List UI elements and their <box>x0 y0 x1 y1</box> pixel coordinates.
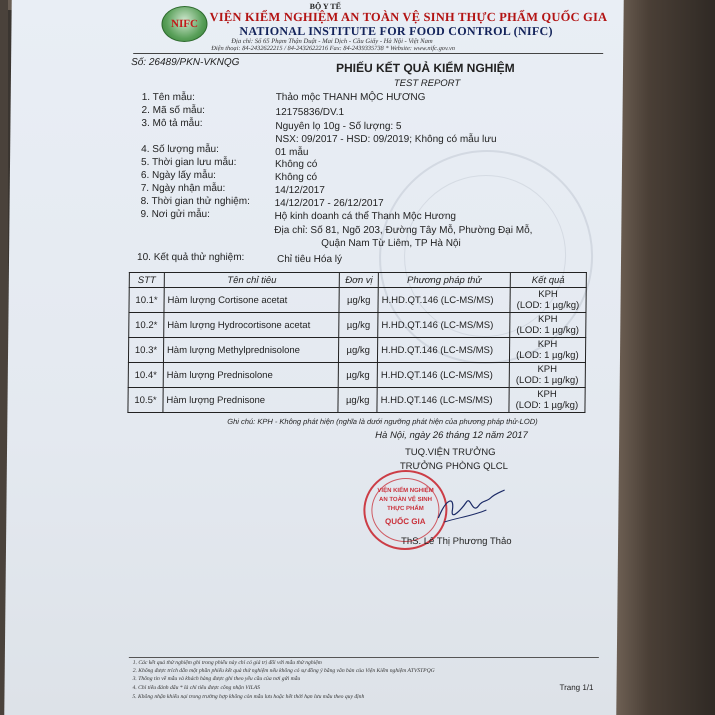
cell-result <box>509 388 585 413</box>
cell-unit: µg/kg <box>339 338 378 363</box>
ministry-name: BỘ Y TẾ <box>309 2 342 11</box>
institute-contact: Điện thoại: 84-2432622215 / 84-2432622216 Fax: 84-2439335738 * Website: www.nifc.gov.vn <box>211 45 456 52</box>
field-value: 01 mẫu <box>275 147 309 158</box>
cell-name: Hàm lượng Prednisolone <box>163 363 339 388</box>
table-row <box>129 313 586 338</box>
table-row <box>129 288 586 313</box>
cell-stt: 10.2* <box>129 313 164 338</box>
result-value: KPH <box>537 339 558 350</box>
document-subtitle: TEST REPORT <box>393 78 461 89</box>
result-lod: (LOD: 1 µg/kg) <box>516 300 580 311</box>
footnote: 2. Không được trích dẫn một phần phiếu kết quả thử nghiệm nếu không có sự đồng ý bằng văn bản của Viện Kiểm nghiệm ATVSTPQG <box>132 668 435 674</box>
cell-method: H.HD.QT.146 (LC-MS/MS) <box>378 313 510 338</box>
footnote: 5. Không nhận khiếu nại trong trường hợp không còn mẫu lưu hoặc hết thời hạn lưu mẫu theo quy định <box>132 694 365 700</box>
field-value: Quận Nam Từ Liêm, TP Hà Nội <box>321 238 461 249</box>
table-header-row <box>129 273 586 288</box>
cell-name: Hàm lượng Cortisone acetat <box>164 288 340 313</box>
result-value: KPH <box>538 289 558 300</box>
header-divider <box>133 53 603 54</box>
header-unit: Đơn vị <box>339 273 378 288</box>
institute-name-en: NATIONAL INSTITUTE FOR FOOD CONTROL (NIFC) <box>239 24 553 38</box>
signature-icon <box>436 488 506 528</box>
authority-line-1: TUQ.VIỆN TRƯỞNG <box>404 447 496 458</box>
seal-text: AN TOÀN VỆ SINH <box>379 497 432 503</box>
result-value: KPH <box>537 364 558 375</box>
cell-unit: µg/kg <box>339 288 378 313</box>
field-value: 12175836/DV.1 <box>275 107 345 118</box>
cell-name: Hàm lượng Hydrocortisone acetat <box>164 313 340 338</box>
issue-date: Hà Nội, ngày 26 tháng 12 năm 2017 <box>375 430 528 441</box>
page-number: Trang 1/1 <box>559 683 594 692</box>
cell-stt: 10.1* <box>129 288 164 313</box>
field-label: 10. Kết quả thử nghiệm: <box>136 252 245 263</box>
institute-address: Địa chỉ: Số 65 Phạm Thận Duật - Mai Dịch - Cầu Giấy - Hà Nội - Việt Nam <box>231 38 433 45</box>
field-label: 1. Tên mẫu: <box>141 92 195 103</box>
cell-result <box>510 288 586 313</box>
document-page <box>4 0 623 715</box>
field-label: 3. Mô tả mẫu: <box>141 118 203 129</box>
table-note: Ghi chú: KPH - Không phát hiện (nghĩa là dưới ngưỡng phát hiện của phương pháp thử-LOD) <box>227 417 538 426</box>
header-result: Kết quả <box>510 273 586 288</box>
nifc-logo-icon: NIFC <box>161 6 207 42</box>
field-label: 6. Ngày lấy mẫu: <box>140 170 217 181</box>
cell-method: H.HD.QT.146 (LC-MS/MS) <box>377 363 509 388</box>
field-label: 5. Thời gian lưu mẫu: <box>140 157 237 168</box>
header-stt: STT <box>129 273 164 288</box>
result-lod: (LOD: 1 µg/kg) <box>516 350 579 361</box>
authority-line-2: TRƯỞNG PHÒNG QLCL <box>399 461 509 472</box>
table-row <box>128 388 585 413</box>
result-lod: (LOD: 1 µg/kg) <box>515 400 579 411</box>
result-value: KPH <box>537 314 558 325</box>
footnote: 4. Chỉ tiêu đánh dấu * là chỉ tiêu được công nhận VILAS <box>132 685 260 691</box>
seal-text: THỰC PHẨM <box>387 506 424 512</box>
header-name: Tên chỉ tiêu <box>164 273 340 288</box>
field-label: 7. Ngày nhận mẫu: <box>140 183 226 194</box>
field-value: 14/12/2017 <box>274 185 325 196</box>
cell-stt: 10.3* <box>128 338 163 363</box>
field-label: 2. Mã số mẫu: <box>141 105 206 116</box>
cell-unit: µg/kg <box>338 363 377 388</box>
institute-name-vn: VIỆN KIỂM NGHIỆM AN TOÀN VỆ SINH THỰC PHẨM QUỐC GIA <box>209 10 608 24</box>
table-row <box>128 338 585 363</box>
footnote: 3. Thông tin về mẫu và khách hàng được ghi theo yêu cầu của nơi gửi mẫu <box>132 676 301 682</box>
cell-name: Hàm lượng Methylprednisolone <box>163 338 339 363</box>
field-value: Chỉ tiêu Hóa lý <box>276 254 343 265</box>
table-row <box>128 363 585 388</box>
cell-result <box>509 338 585 363</box>
field-value: Nguyên lọ 10g - Số lượng: 5 <box>275 121 402 132</box>
footer-divider <box>129 657 599 658</box>
cell-name: Hàm lượng Prednisone <box>163 388 339 413</box>
seal-text: VIỆN KIỂM NGHIỆM <box>377 488 434 494</box>
result-lod: (LOD: 1 µg/kg) <box>515 375 579 386</box>
cell-result <box>509 363 585 388</box>
field-value: NSX: 09/2017 - HSD: 09/2019; Không có mẫu lưu <box>275 134 497 145</box>
field-label: 8. Thời gian thử nghiệm: <box>140 196 250 207</box>
field-value: Hộ kinh doanh cá thể Thanh Mộc Hương <box>274 211 457 222</box>
field-value: Không có <box>274 172 318 183</box>
result-lod: (LOD: 1 µg/kg) <box>516 325 579 336</box>
field-value: Thảo mộc THANH MỘC HƯƠNG <box>275 92 426 103</box>
cell-stt: 10.4* <box>128 363 163 388</box>
field-value: Không có <box>274 159 318 170</box>
cell-result <box>509 313 585 338</box>
field-label: 4. Số lượng mẫu: <box>141 144 219 155</box>
results-table <box>127 272 586 413</box>
cell-unit: µg/kg <box>338 388 377 413</box>
cell-method: H.HD.QT.146 (LC-MS/MS) <box>378 338 510 363</box>
field-value: Địa chỉ: Số 81, Ngõ 203, Đường Tây Mỗ, Phường Đại Mỗ, <box>274 225 533 236</box>
cell-method: H.HD.QT.146 (LC-MS/MS) <box>378 288 510 313</box>
document-title: PHIẾU KẾT QUẢ KIỂM NGHIỆM <box>335 61 515 75</box>
field-value: 14/12/2017 - 26/12/2017 <box>274 198 384 209</box>
field-label: 9. Nơi gửi mẫu: <box>140 209 210 220</box>
document-number: Số: 26489/PKN-VKNQG <box>131 57 240 68</box>
cell-stt: 10.5* <box>128 388 163 413</box>
footnote: 1. Các kết quả thử nghiệm ghi trong phiếu này chỉ có giá trị đối với mẫu thử nghiệm <box>132 660 322 666</box>
seal-text: QUỐC GIA <box>385 517 426 526</box>
cell-unit: µg/kg <box>339 313 378 338</box>
cell-method: H.HD.QT.146 (LC-MS/MS) <box>377 388 509 413</box>
result-value: KPH <box>537 389 557 400</box>
signer-name: ThS. Lê Thị Phương Thảo <box>401 536 512 547</box>
header-method: Phương pháp thử <box>378 273 510 288</box>
